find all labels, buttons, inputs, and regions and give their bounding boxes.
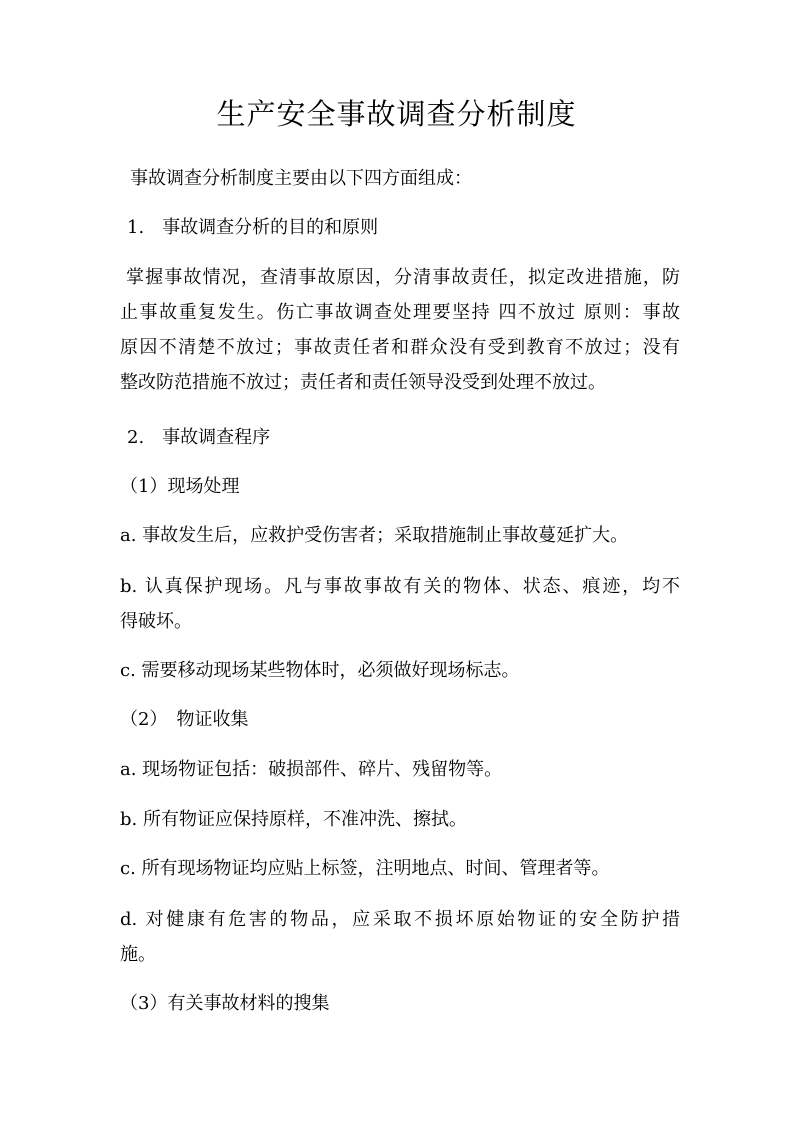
section1-paragraph-line: 原因不清楚不放过；事故责任者和群众没有受到教育不放过；没有 xyxy=(120,337,680,358)
section1-heading: 1. 事故调查分析的目的和原则 xyxy=(127,217,379,238)
sub1-item-a: a. 事故发生后，应救护受伤害者；采取措施制止事故蔓延扩大。 xyxy=(120,525,629,546)
sub2-item-d-line: 施。 xyxy=(120,944,156,965)
section1-paragraph-line: 整改防范措施不放过；责任者和责任领导没受到处理不放过。 xyxy=(120,372,606,393)
section2-heading: 2. 事故调查程序 xyxy=(127,427,271,448)
sub2-item-d-line: d. 对健康有危害的物品，应采取不损坏原始物证的安全防护措 xyxy=(120,909,680,930)
sub1-item-b-line: 得破坏。 xyxy=(120,611,192,632)
section1-paragraph-line: 掌握事故情况，查清事故原因，分清事故责任，拟定改进措施，防 xyxy=(126,267,680,288)
subsection3-heading: （3）有关事故材料的搜集 xyxy=(120,993,330,1014)
sub2-item-c: c. 所有现场物证均应贴上标签，注明地点、时间、管理者等。 xyxy=(120,858,610,879)
sub1-item-b xyxy=(120,569,680,639)
subsection2-heading: （2） 物证收集 xyxy=(120,709,249,730)
section1-paragraph-line: 止事故重复发生。伤亡事故调查处理要坚持 四不放过 原则：事故 xyxy=(120,302,680,323)
sub2-item-b: b. 所有物证应保持原样，不准冲洗、擦拭。 xyxy=(120,809,467,830)
document-title: 生产安全事故调查分析制度 xyxy=(216,97,577,131)
sub2-item-a: a. 现场物证包括：破损部件、碎片、残留物等。 xyxy=(120,759,503,780)
section1-paragraph xyxy=(120,260,680,400)
intro-text: 事故调查分析制度主要由以下四方面组成： xyxy=(130,168,472,189)
subsection1-heading: （1）现场处理 xyxy=(120,476,240,497)
sub1-item-b-line: b. 认真保护现场。凡与事故事故有关的物体、状态、痕迹，均不 xyxy=(120,576,680,597)
sub2-item-d xyxy=(120,902,680,972)
sub1-item-c: c. 需要移动现场某些物体时，必须做好现场标志。 xyxy=(120,660,520,681)
